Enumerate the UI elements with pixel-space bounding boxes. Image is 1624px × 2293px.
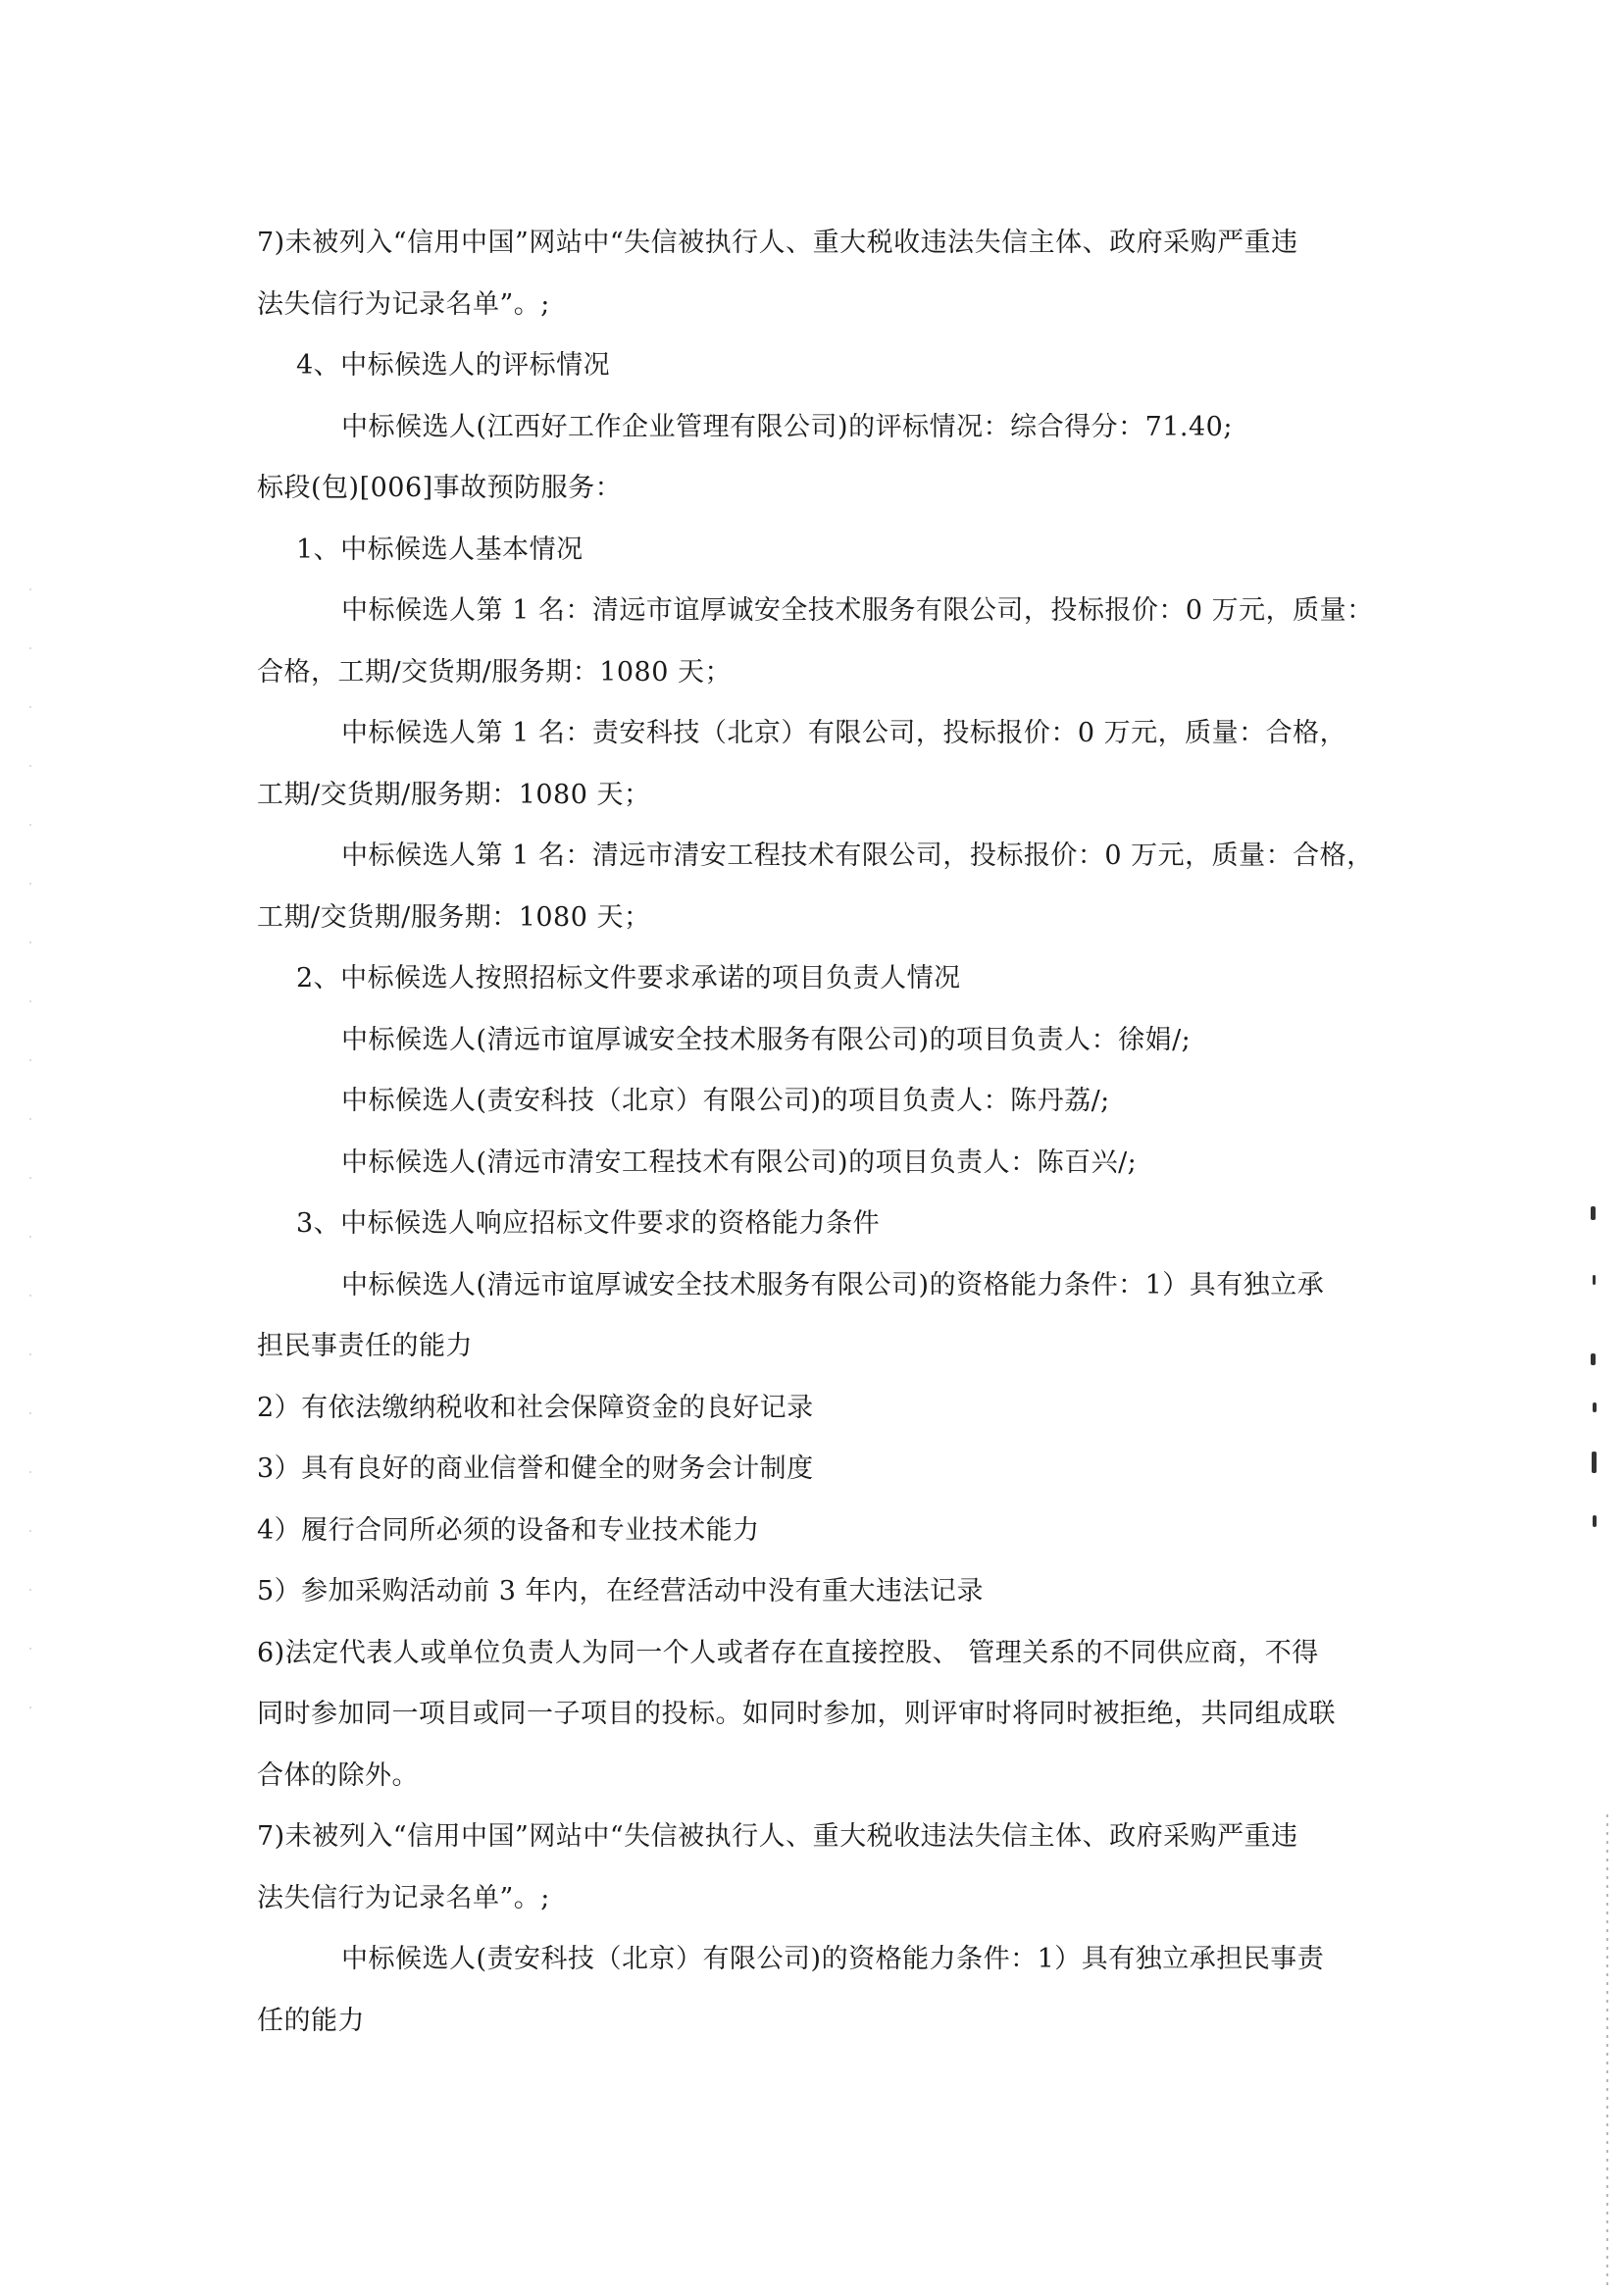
scan-artifact-left [29,588,31,1765]
text-line: 合体的除外。 [257,1759,419,1791]
scan-mark [1593,1402,1597,1412]
text-line: 中标候选人(责安科技（北京）有限公司)的资格能力条件：1）具有独立承担民事责 [341,1944,1325,1974]
text-line: 工期/交货期/服务期：1080 天； [257,779,651,810]
section-heading: 1、中标候选人基本情况 [296,534,584,565]
lot-heading: 标段(包)[006]事故预防服务： [257,473,623,503]
list-item: 5）参加采购活动前 3 年内，在经营活动中没有重大违法记录 [257,1576,985,1606]
list-item: 4）履行合同所必须的设备和专业技术能力 [257,1514,760,1546]
scan-artifact-right [1606,1814,1608,2285]
scan-mark [1591,1206,1596,1220]
text-line: 合格，工期/交货期/服务期：1080 天； [257,656,732,688]
text-line: 中标候选人第 1 名：清远市清安工程技术有限公司，投标报价：0 万元，质量：合格， [341,841,1374,871]
text-line: 中标候选人(江西好工作企业管理有限公司)的评标情况：综合得分：71.40; [341,411,1233,442]
text-line: 任的能力 [257,2005,365,2036]
list-item: 2）有依法缴纳税收和社会保障资金的良好记录 [257,1392,814,1423]
scan-mark [1593,1275,1596,1285]
text-line: 中标候选人(责安科技（北京）有限公司)的项目负责人：陈丹荔/; [341,1086,1110,1116]
list-item: 7)未被列入“信用中国”网站中“失信被执行人、重大税收违法失信主体、政府采购严重违 [257,1821,1298,1852]
document-body [257,224,1374,2063]
text-line: 7)未被列入“信用中国”网站中“失信被执行人、重大税收违法失信主体、政府采购严重违 [257,228,1298,258]
text-line: 中标候选人第 1 名：清远市谊厚诚安全技术服务有限公司，投标报价：0 万元，质量： [341,595,1374,626]
text-line: 中标候选人(清远市谊厚诚安全技术服务有限公司)的项目负责人：徐娟/; [341,1024,1192,1055]
text-line: 同时参加同一项目或同一子项目的投标。如同时参加，则评审时将同时被拒绝，共同组成联 [257,1699,1336,1729]
text-line: 中标候选人第 1 名：责安科技（北京）有限公司，投标报价：0 万元，质量：合格， [341,718,1347,748]
section-heading: 3、中标候选人响应招标文件要求的资格能力条件 [296,1208,881,1239]
section-heading: 4、中标候选人的评标情况 [296,350,611,381]
text-line: 法失信行为记录名单”。; [257,1882,550,1913]
scan-mark [1592,1452,1597,1473]
text-line: 工期/交货期/服务期：1080 天； [257,901,651,933]
text-line: 中标候选人(清远市谊厚诚安全技术服务有限公司)的资格能力条件：1）具有独立承 [341,1269,1325,1300]
section-heading: 2、中标候选人按照招标文件要求承诺的项目负责人情况 [296,963,961,994]
list-item: 6)法定代表人或单位负责人为同一个人或者存在直接控股、 管理关系的不同供应商，不得 [257,1637,1319,1668]
text-line: 法失信行为记录名单”。; [257,288,550,320]
list-item: 3）具有良好的商业信誉和健全的财务会计制度 [257,1453,814,1484]
scan-mark [1591,1353,1596,1365]
text-line: 中标候选人(清远市清安工程技术有限公司)的项目负责人：陈百兴/; [341,1146,1138,1178]
text-line: 担民事责任的能力 [257,1331,473,1361]
scan-mark [1593,1515,1597,1527]
